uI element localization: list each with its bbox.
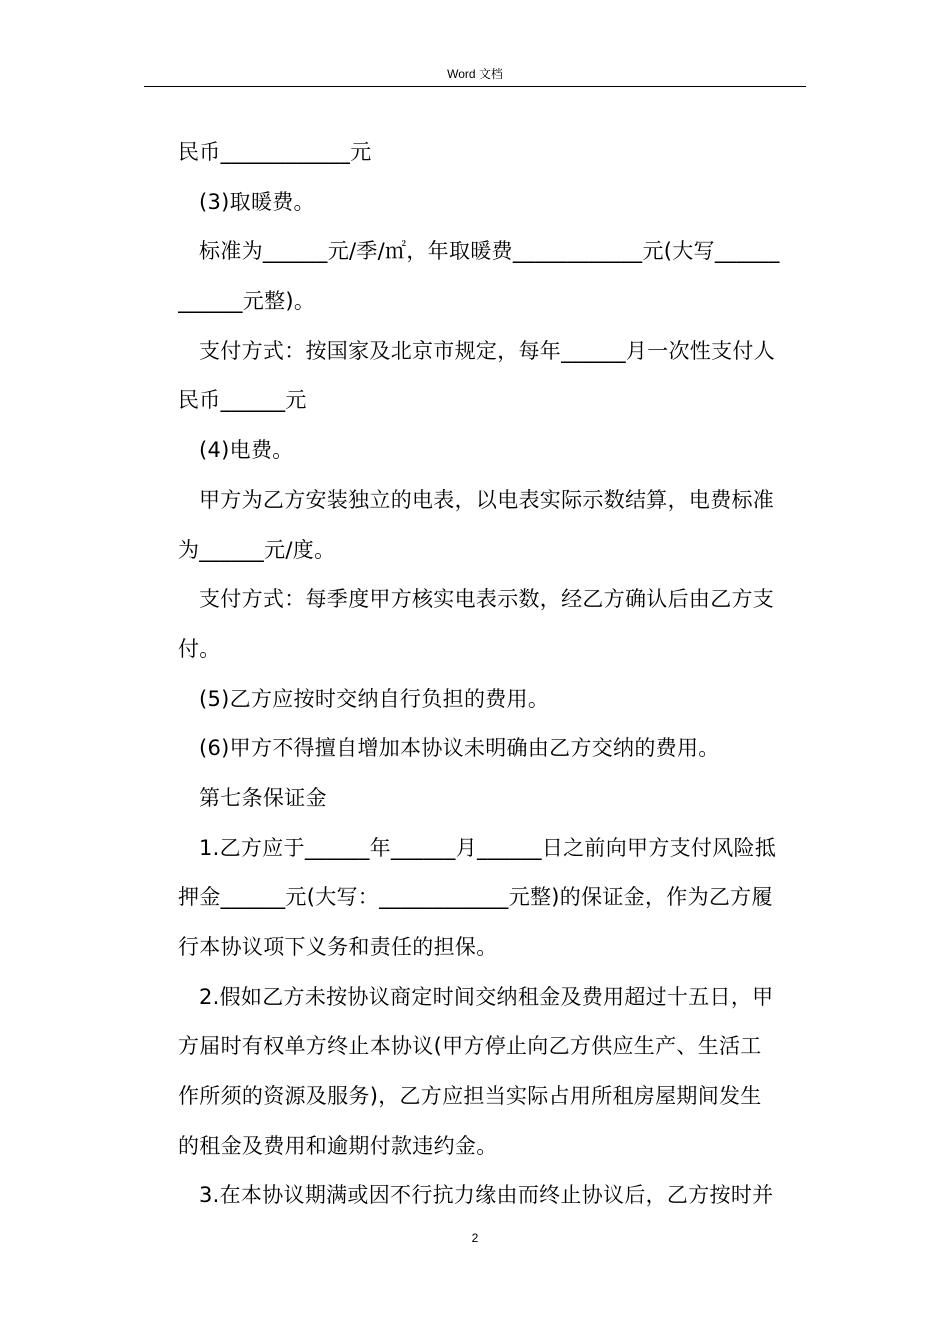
text-line: 支付方式：每季度甲方核实电表示数，经乙方确认后由乙方支	[199, 587, 775, 612]
text-line: 作所须的资源及服务)，乙方应担当实际占用所租房屋期间发生	[178, 1084, 762, 1109]
text-line: 支付方式：按国家及北京市规定，每年______月一次性支付人	[199, 338, 775, 363]
text-line: 1.乙方应于______年______月______日之前向甲方支付风险抵	[199, 835, 777, 860]
text-line: 行本协议项下义务和责任的担保。	[178, 935, 498, 959]
text-line: (4)电费。	[199, 438, 294, 463]
document-body	[178, 128, 804, 1221]
section-heading: 第七条保证金	[199, 785, 327, 810]
page-number: 2	[471, 1231, 479, 1245]
text-line: (5)乙方应按时交纳自行负担的费用。	[199, 686, 550, 711]
text-line: 方届时有权单方终止本协议(甲方停止向乙方供应生产、生活工	[178, 1034, 762, 1059]
text-line: 标准为______元/季/㎡，年取暖费____________元(大写______	[199, 239, 780, 264]
text-line: (6)甲方不得擅自增加本协议未明确由乙方交纳的费用。	[199, 736, 720, 761]
text-line: 付。	[178, 636, 221, 661]
text-line: 的租金及费用和逾期付款违约金。	[178, 1133, 498, 1158]
text-line: 押金______元(大写：____________元整)的保证金，作为乙方履	[178, 885, 773, 910]
text-line: 民币______元	[178, 388, 307, 413]
text-line: 2.假如乙方未按协议商定时间交纳租金及费用超过十五日，甲	[199, 984, 774, 1009]
text-line: ______元整)。	[178, 289, 316, 314]
text-line: 甲方为乙方安装独立的电表，以电表实际示数结算，电费标准	[199, 487, 775, 512]
header-title: Word 文档	[447, 67, 503, 81]
text-line: (3)取暖费。	[199, 189, 315, 214]
header-rule	[144, 86, 806, 87]
text-line: 为______元/度。	[178, 537, 336, 562]
text-line: 3.在本协议期满或因不行抗力缘由而终止协议后，乙方按时并	[199, 1183, 774, 1208]
text-line: 民币____________元	[178, 140, 372, 164]
